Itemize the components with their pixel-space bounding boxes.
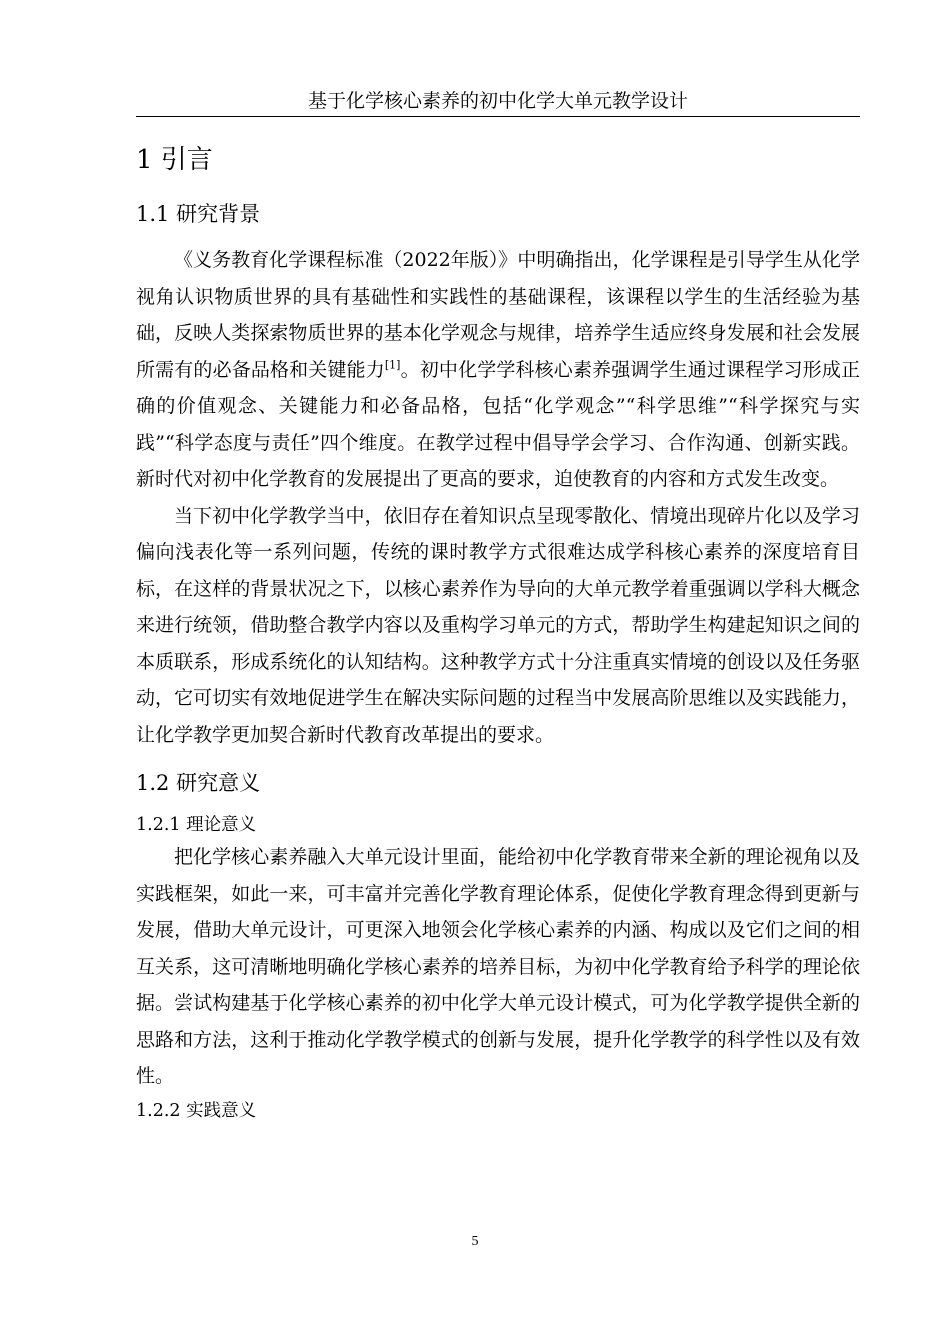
page-number: 5 — [471, 1234, 479, 1249]
citation-mark: [1] — [384, 358, 401, 372]
paragraph-text: 。初中化学学科核心素养强调学生通过课程学习形成正确的价值观念、关键能力和必备品格，包括“化学观念”“科学思维”“科学探究与实践”“科学态度与责任”四个维度。在教学过程中倡导学会学习、合作沟通、创新实践。新时代对初中化学教育的发展提出了更高的要求，迫使教育的内容和方式发生改变。 — [136, 358, 860, 490]
running-header: 基于化学核心素养的初中化学大单元教学设计 — [136, 88, 860, 117]
section-heading-background: 1.1 研究背景 — [136, 202, 261, 226]
page-content — [136, 140, 860, 1125]
paragraph-text: 《义务教育化学课程标准（2022年版）》中明确指出，化学课程是引导学生从化学视角认识物质世界的具有基础性和实践性的基础课程，该课程以学生的生活经验为基础，反映人类探索物质世界的基本化学观念与规律，培养学生适应终身发展和社会发展所需有的必备品格和关键能力 — [136, 249, 860, 381]
paragraph-background-2: 当下初中化学教学当中，依旧存在着知识点呈现零散化、情境出现碎片化以及学习偏向浅表化等一系列问题，传统的课时教学方式很难达成学科核心素养的深度培育目标，在这样的背景状况之下，以核心素养作为导向的大单元教学着重强调以学科大概念来进行统领，借助整合教学内容以及重构学习单元的方式，帮助学生构建起知识之间的本质联系，形成系统化的认知结构。这种教学方式十分注重真实情境的创设以及任务驱动，它可切实有效地促进学生在解决实际问题的过程当中发展高阶思维以及实践能力，让化学教学更加契合新时代教育改革提出的要求。 — [136, 504, 860, 746]
subsection-heading-practice: 1.2.2 实践意义 — [136, 1100, 257, 1121]
subsection-heading-theory: 1.2.1 理论意义 — [136, 815, 257, 835]
chapter-heading: 1 引言 — [136, 145, 213, 175]
paragraph-background-1 — [136, 242, 860, 498]
paragraph-theory: 把化学核心素养融入大单元设计里面，能给初中化学教育带来全新的理论视角以及实践框架，如此一来，可丰富并完善化学教育理论体系，促使化学教育理念得到更新与发展，借助大单元设计，可更深入地领会化学核心素养的内涵、构成以及它们之间的相互关系，这可清晰地明确化学核心素养的培养目标，为初中化学教育给予科学的理论依据。尝试构建基于化学核心素养的初中化学大单元设计模式，可为化学教学提供全新的思路和方法，这利于推动化学教学模式的创新与发展，提升化学教学的科学性以及有效性。 — [136, 846, 860, 1087]
section-heading-significance: 1.2 研究意义 — [136, 771, 261, 795]
